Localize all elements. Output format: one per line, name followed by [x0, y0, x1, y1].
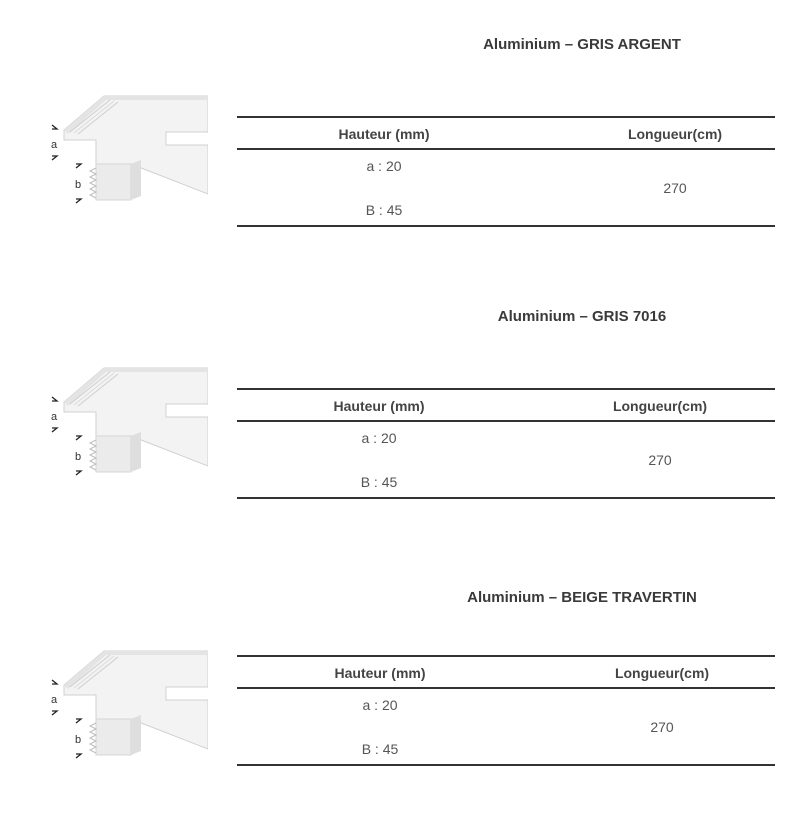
product-title: Aluminium – GRIS 7016	[497, 308, 667, 325]
length-value: 270	[663, 180, 687, 196]
header-length: Longueur(cm)	[614, 665, 710, 681]
profile-diagram	[46, 90, 208, 205]
product-section	[0, 272, 800, 532]
height-b-value: B : 45	[360, 474, 398, 490]
table-header	[237, 118, 775, 150]
product-title: Aluminium – GRIS ARGENT	[483, 36, 681, 53]
profile-diagram	[46, 645, 208, 760]
height-b-value: B : 45	[361, 741, 399, 757]
dimension-label-a: a	[51, 139, 58, 151]
table-header	[237, 657, 775, 689]
header-height: Hauteur (mm)	[334, 665, 426, 681]
dimension-label-b: b	[75, 451, 82, 463]
product-section	[0, 553, 800, 813]
dimension-label-b: b	[75, 734, 82, 746]
length-value: 270	[648, 452, 672, 468]
height-a-value: a : 20	[361, 430, 397, 446]
spec-table	[237, 388, 775, 499]
profile-shape	[64, 368, 208, 472]
dimension-label-a: a	[51, 411, 58, 423]
profile-shape	[64, 96, 208, 200]
dimension-label-a: a	[51, 694, 58, 706]
product-section	[0, 0, 800, 260]
table-body	[237, 150, 775, 225]
dimension-label-b: b	[75, 179, 82, 191]
length-value: 270	[650, 719, 674, 735]
spec-table	[237, 655, 775, 766]
product-title: Aluminium – BEIGE TRAVERTIN	[467, 589, 697, 606]
height-b-value: B : 45	[365, 202, 403, 218]
profile-diagram	[46, 362, 208, 477]
height-a-value: a : 20	[366, 158, 402, 174]
header-height: Hauteur (mm)	[338, 126, 430, 142]
header-length: Longueur(cm)	[612, 398, 708, 414]
table-body	[237, 689, 775, 764]
header-height: Hauteur (mm)	[333, 398, 425, 414]
height-a-value: a : 20	[362, 697, 398, 713]
table-body	[237, 422, 775, 497]
profile-shape	[64, 651, 208, 755]
table-header	[237, 390, 775, 422]
header-length: Longueur(cm)	[627, 126, 723, 142]
spec-table	[237, 116, 775, 227]
